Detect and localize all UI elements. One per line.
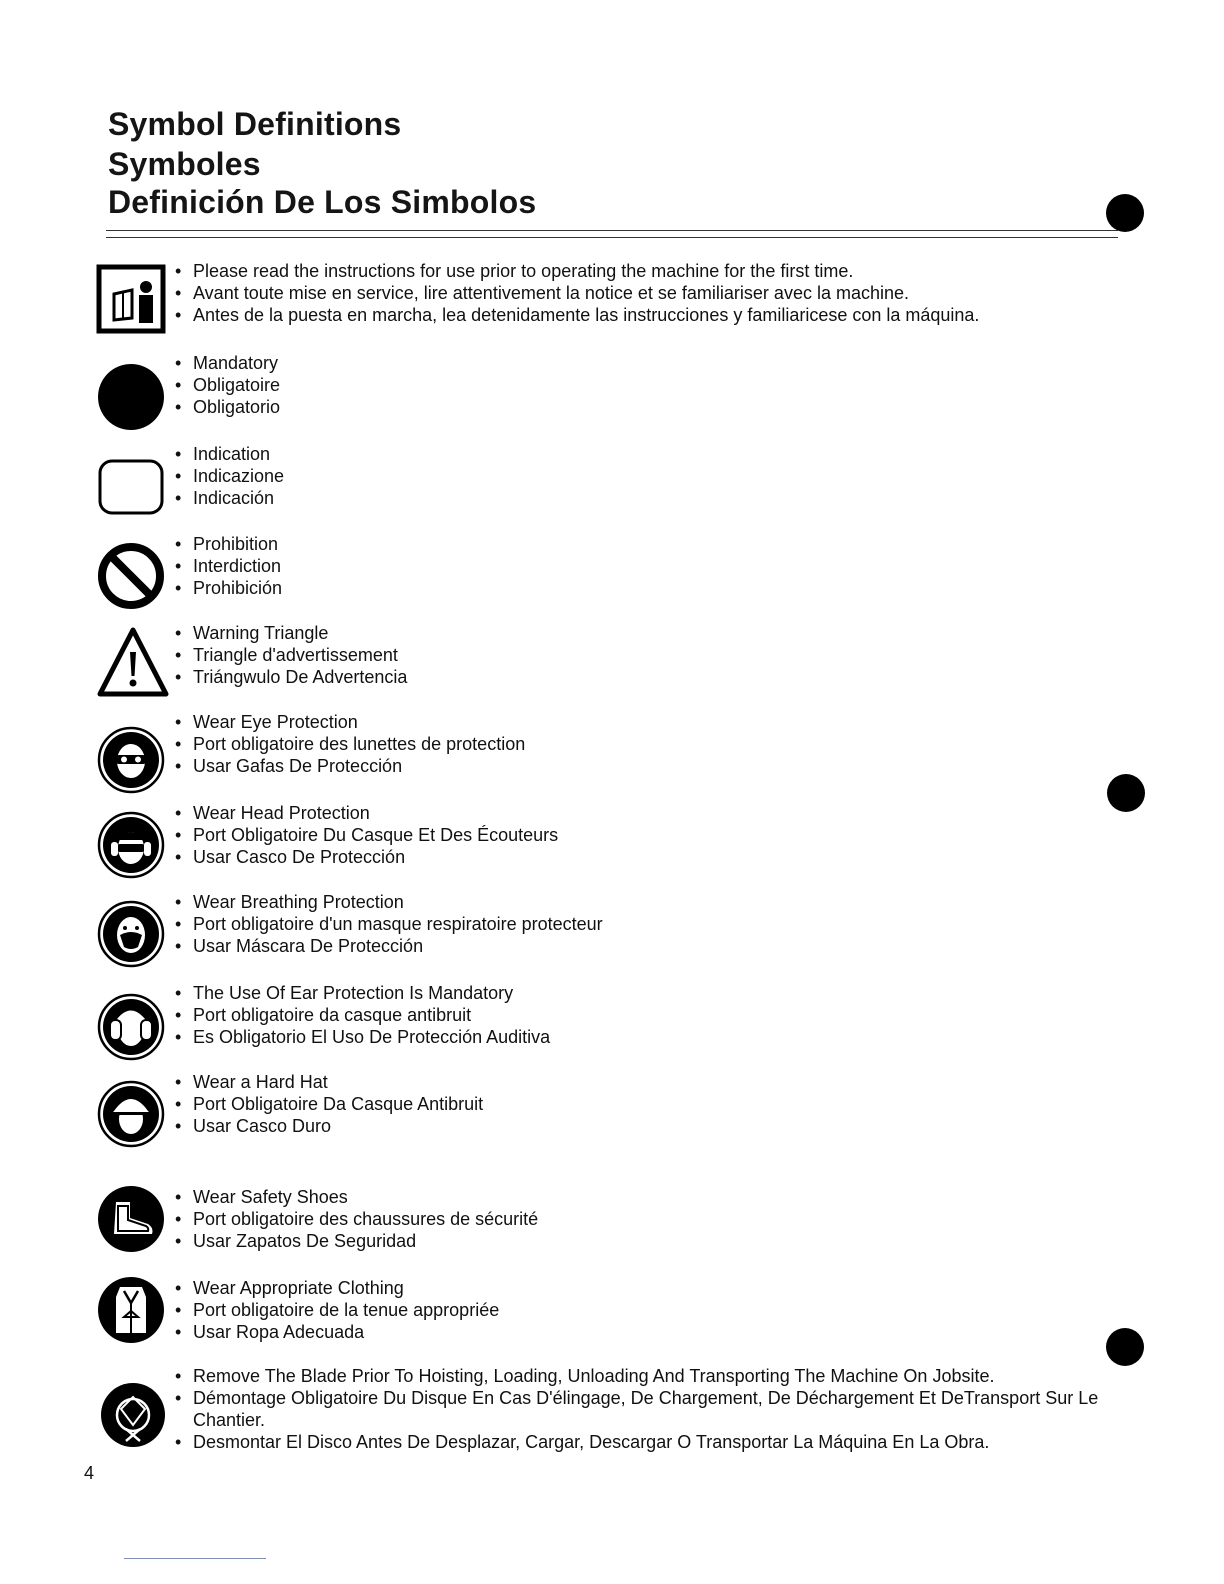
- entry-line-en: • Remove The Blade Prior To Hoisting, Loading, Unloading And Transporting The Machine On Jobsite.: [173, 1365, 1143, 1387]
- entry-line-es: • Es Obligatorio El Uso De Protección Auditiva: [173, 1026, 550, 1048]
- entry-line-fr: • Port obligatoire des chaussures de sécurité: [173, 1208, 538, 1230]
- entry-line-es: • Obligatorio: [173, 396, 280, 418]
- head-protection-icon: [96, 810, 166, 885]
- entry-line-en: • Warning Triangle: [173, 622, 407, 644]
- entry-line-fr: • Démontage Obligatoire Du Disque En Cas D'élingage, De Chargement, De Déchargement Et DeTransport Sur Le Chantier.: [173, 1387, 1143, 1431]
- remove-blade-icon: [96, 1379, 170, 1454]
- prohibition-icon: [96, 541, 166, 616]
- entry-line-fr: • Port Obligatoire Da Casque Antibruit: [173, 1093, 483, 1115]
- entry-line-en: • Wear Breathing Protection: [173, 891, 603, 913]
- indication-icon: [96, 457, 166, 522]
- entry-line-fr: • Port obligatoire de la tenue appropriée: [173, 1299, 499, 1321]
- entry-line-en: • Indication: [173, 443, 284, 465]
- entry-line-es: • Prohibición: [173, 577, 282, 599]
- entry-line-en: • Wear Eye Protection: [173, 711, 525, 733]
- entry-line-es: • Indicación: [173, 487, 284, 509]
- entry-line-en: • Wear Safety Shoes: [173, 1186, 538, 1208]
- entry-line-en: • Wear Head Protection: [173, 802, 558, 824]
- punch-hole: [1107, 774, 1145, 812]
- title-rule: [106, 230, 1118, 231]
- ear-protection-icon: [96, 992, 166, 1067]
- hard-hat-icon: [96, 1079, 166, 1154]
- entry-line-fr: • Port obligatoire d'un masque respiratoire protecteur: [173, 913, 603, 935]
- punch-hole: [1106, 1328, 1144, 1366]
- entry-line-es: • Usar Ropa Adecuada: [173, 1321, 499, 1343]
- entry-line-es: • Usar Máscara De Protección: [173, 935, 603, 957]
- entry-line-es: • Usar Casco Duro: [173, 1115, 483, 1137]
- entry-line-en: • Wear a Hard Hat: [173, 1071, 483, 1093]
- eye-protection-icon: [96, 725, 166, 800]
- entry-line-es: • Usar Casco De Protección: [173, 846, 558, 868]
- entry-line-fr: • Avant toute mise en service, lire attentivement la notice et se familiariser avec la machine.: [173, 282, 979, 304]
- entry-line-fr: • Port obligatoire des lunettes de protection: [173, 733, 525, 755]
- footer-rule: [124, 1558, 266, 1559]
- entry-line-es: • Usar Gafas De Protección: [173, 755, 525, 777]
- entry-line-en: • Mandatory: [173, 352, 280, 374]
- entry-line-en: • Prohibition: [173, 533, 282, 555]
- breathing-protection-icon: [96, 899, 166, 974]
- warning-triangle-icon: [96, 626, 170, 703]
- entry-line-en: • Please read the instructions for use prior to operating the machine for the first time.: [173, 260, 979, 282]
- entry-line-fr: • Triangle d'advertissement: [173, 644, 407, 666]
- entry-line-es: • Desmontar El Disco Antes De Desplazar, Cargar, Descargar O Transportar La Máquina En La Obra.: [173, 1431, 1143, 1453]
- safety-shoes-icon: [96, 1184, 166, 1259]
- entry-line-en: • Wear Appropriate Clothing: [173, 1277, 499, 1299]
- page-number: 4: [84, 1463, 95, 1483]
- protective-clothing-icon: [96, 1275, 166, 1350]
- page-title-french: Symboles: [108, 146, 261, 182]
- punch-hole: [1106, 194, 1144, 232]
- mandatory-icon: [96, 362, 166, 437]
- page-title-spanish: Definición De Los Simbolos: [108, 184, 537, 220]
- read-manual-icon: [96, 264, 166, 339]
- entry-line-es: • Usar Zapatos De Seguridad: [173, 1230, 538, 1252]
- entry-line-fr: • Indicazione: [173, 465, 284, 487]
- entry-line-es: • Antes de la puesta en marcha, lea detenidamente las instrucciones y familiaricese con la máquina.: [173, 304, 979, 326]
- entry-line-es: • Triángwulo De Advertencia: [173, 666, 407, 688]
- entry-line-en: • The Use Of Ear Protection Is Mandatory: [173, 982, 550, 1004]
- entry-line-fr: • Port Obligatoire Du Casque Et Des Écouteurs: [173, 824, 558, 846]
- entry-line-fr: • Interdiction: [173, 555, 282, 577]
- entry-line-fr: • Obligatoire: [173, 374, 280, 396]
- title-rule: [106, 237, 1118, 238]
- page-title: Symbol Definitions: [108, 106, 402, 142]
- entry-line-fr: • Port obligatoire da casque antibruit: [173, 1004, 550, 1026]
